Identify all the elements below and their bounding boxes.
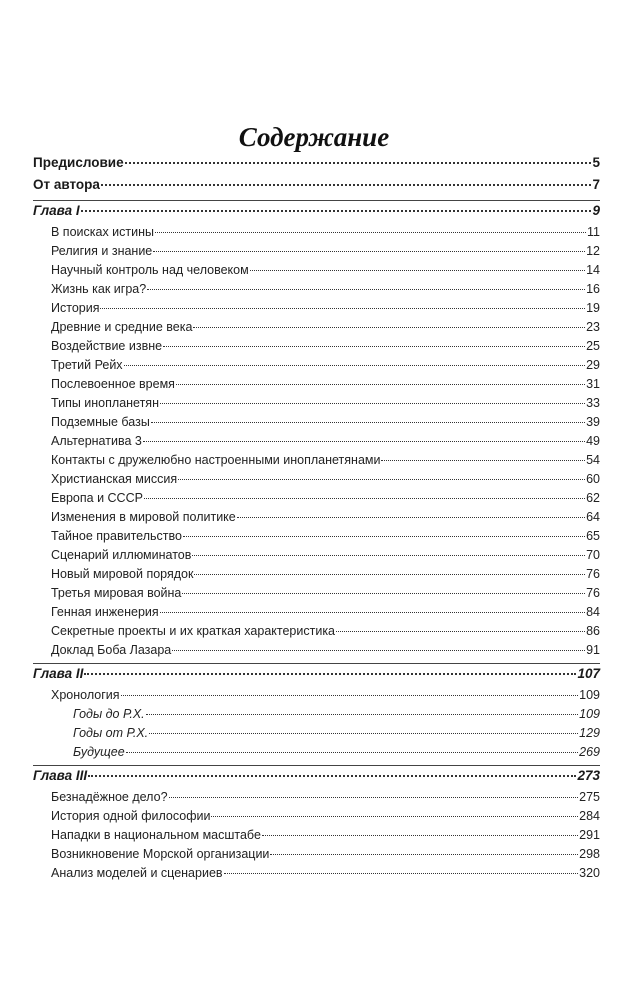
toc-entry-title: Подземные базы: [51, 415, 150, 429]
toc-entry-title: В поисках истины: [51, 225, 155, 239]
toc-entry-title: История одной философии: [51, 809, 211, 823]
toc-entry-page-number: 5: [592, 155, 600, 170]
toc-entry-title: Новый мировой порядок: [51, 567, 194, 581]
dot-leader: [146, 714, 579, 715]
dot-leader: [143, 441, 585, 442]
toc-entry-page-number: 269: [579, 745, 600, 759]
toc-entry: [33, 548, 600, 567]
toc-entry-page-number: 109: [579, 707, 600, 721]
toc-entry-page-number: 25: [586, 339, 600, 353]
toc-entry: [33, 828, 600, 847]
dot-leader: [84, 673, 576, 675]
toc-entry-page-number: 86: [586, 624, 600, 638]
dot-leader: [126, 752, 578, 753]
dot-leader: [151, 422, 585, 423]
toc-entry-title: Секретные проекты и их краткая характеристика: [51, 624, 336, 638]
toc-entry-page-number: 284: [579, 809, 600, 823]
dot-leader: [88, 775, 576, 777]
toc-entry-title: Предисловие: [33, 155, 124, 170]
toc-main-entry: [33, 155, 600, 177]
toc-entry: [33, 263, 600, 282]
toc-entry-title: Послевоенное время: [51, 377, 175, 391]
dot-leader: [160, 403, 585, 404]
toc-entry-page-number: 9: [592, 203, 600, 218]
toc-main-entry: [33, 177, 600, 199]
toc-entry-title: Контакты с дружелюбно настроенными инопланетянами: [51, 453, 381, 467]
chapter-divider: [33, 765, 600, 766]
toc-entry-title: Древние и средние века: [51, 320, 193, 334]
toc-entry-title: Альтернатива 3: [51, 434, 142, 448]
toc-entry-page-number: 60: [586, 472, 600, 486]
toc-entry-page-number: 29: [586, 358, 600, 372]
toc-entry-page-number: 107: [577, 666, 600, 681]
toc-entry-page-number: 14: [586, 263, 600, 277]
toc-entry-title: Третья мировая война: [51, 586, 182, 600]
toc-entry-title: Глава II: [33, 666, 84, 681]
toc-entry: [33, 301, 600, 320]
toc-entry-page-number: 298: [579, 847, 600, 861]
toc-entry-title: Хронология: [51, 688, 120, 702]
toc-entry-title: Третий Рейх: [51, 358, 123, 372]
toc-entry-title: Тайное правительство: [51, 529, 182, 543]
dot-leader: [100, 308, 585, 309]
toc-entry: [33, 339, 600, 358]
toc-entry: [33, 726, 600, 745]
toc-chapter-entry: [33, 666, 600, 688]
toc-entry: [33, 377, 600, 396]
toc-entry-page-number: 70: [586, 548, 600, 562]
toc-entry-page-number: 64: [586, 510, 600, 524]
toc-entry-title: Безнадёжное дело?: [51, 790, 168, 804]
toc-entry-page-number: 84: [586, 605, 600, 619]
toc-entry: [33, 847, 600, 866]
toc-entry: [33, 320, 600, 339]
toc-entry-page-number: 275: [579, 790, 600, 804]
toc-entry-title: История: [51, 301, 100, 315]
dot-leader: [147, 289, 585, 290]
toc-entry: [33, 624, 600, 643]
dot-leader: [183, 536, 585, 537]
toc-entry-page-number: 291: [579, 828, 600, 842]
toc-entry-page-number: 76: [586, 586, 600, 600]
dot-leader: [336, 631, 585, 632]
toc-entry: [33, 529, 600, 548]
toc-entry-title: От автора: [33, 177, 100, 192]
toc-entry-page-number: 12: [586, 244, 600, 258]
toc-entry: [33, 225, 600, 244]
dot-leader: [176, 384, 585, 385]
toc-entry-page-number: 129: [579, 726, 600, 740]
toc-entry-title: Европа и СССР: [51, 491, 143, 505]
toc-entry: [33, 415, 600, 434]
toc-entry-page-number: 91: [586, 643, 600, 657]
dot-leader: [193, 327, 585, 328]
table-of-contents: [33, 155, 600, 885]
dot-leader: [250, 270, 585, 271]
dot-leader: [144, 498, 585, 499]
toc-entry: [33, 282, 600, 301]
toc-entry-page-number: 16: [586, 282, 600, 296]
dot-leader: [169, 797, 579, 798]
toc-entry: [33, 472, 600, 491]
toc-entry-title: Доклад Боба Лазара: [51, 643, 172, 657]
toc-entry: [33, 790, 600, 809]
dot-leader: [194, 574, 585, 575]
dot-leader: [182, 593, 585, 594]
toc-entry-page-number: 109: [579, 688, 600, 702]
dot-leader: [153, 251, 585, 252]
toc-entry-title: Глава III: [33, 768, 88, 783]
toc-entry-title: Годы до Р.Х.: [73, 707, 145, 721]
toc-entry: [33, 567, 600, 586]
dot-leader: [178, 479, 585, 480]
toc-entry-page-number: 11: [587, 225, 600, 239]
dot-leader: [237, 517, 585, 518]
dot-leader: [270, 854, 578, 855]
toc-entry-page-number: 54: [586, 453, 600, 467]
toc-entry-page-number: 65: [586, 529, 600, 543]
dot-leader: [124, 365, 586, 366]
dot-leader: [381, 460, 585, 461]
dot-leader: [81, 210, 592, 212]
chapter-divider: [33, 663, 600, 664]
toc-entry-title: Анализ моделей и сценариев: [51, 866, 223, 880]
dot-leader: [125, 162, 592, 164]
toc-entry-title: Воздействие извне: [51, 339, 163, 353]
toc-entry: [33, 510, 600, 529]
toc-entry-page-number: 31: [586, 377, 600, 391]
toc-entry-title: Генная инженерия: [51, 605, 159, 619]
toc-entry-page-number: 23: [586, 320, 600, 334]
toc-entry-title: Нападки в национальном масштабе: [51, 828, 261, 842]
toc-entry: [33, 491, 600, 510]
toc-entry-title: Изменения в мировой политике: [51, 510, 236, 524]
toc-entry-title: Возникновение Морской организации: [51, 847, 270, 861]
toc-entry: [33, 396, 600, 415]
toc-entry: [33, 643, 600, 662]
dot-leader: [211, 816, 578, 817]
toc-entry-page-number: 19: [586, 301, 600, 315]
dot-leader: [101, 184, 592, 186]
toc-entry-title: Христианская миссия: [51, 472, 178, 486]
dot-leader: [163, 346, 585, 347]
toc-entry: [33, 434, 600, 453]
toc-entry-title: Религия и знание: [51, 244, 153, 258]
toc-entry-page-number: 7: [592, 177, 600, 192]
toc-entry: [33, 707, 600, 726]
toc-entry-page-number: 33: [586, 396, 600, 410]
toc-entry-page-number: 62: [586, 491, 600, 505]
dot-leader: [172, 650, 585, 651]
toc-chapter-entry: [33, 203, 600, 225]
dot-leader: [224, 873, 579, 874]
toc-entry: [33, 745, 600, 764]
toc-entry-page-number: 76: [586, 567, 600, 581]
toc-entry-page-number: 273: [577, 768, 600, 783]
toc-entry-page-number: 39: [586, 415, 600, 429]
toc-entry: [33, 453, 600, 472]
toc-entry: [33, 244, 600, 263]
dot-leader: [192, 555, 585, 556]
toc-entry-title: Будущее: [73, 745, 125, 759]
toc-entry: [33, 866, 600, 885]
dot-leader: [160, 612, 585, 613]
toc-chapter-entry: [33, 768, 600, 790]
toc-entry-page-number: 49: [586, 434, 600, 448]
dot-leader: [155, 232, 586, 233]
toc-entry-title: Жизнь как игра?: [51, 282, 147, 296]
toc-entry-title: Научный контроль над человеком: [51, 263, 249, 277]
toc-entry-title: Глава I: [33, 203, 80, 218]
page-title: Содержание: [238, 122, 390, 152]
toc-entry-title: Годы от Р.Х.: [73, 726, 149, 740]
toc-entry-title: Типы инопланетян: [51, 396, 159, 410]
dot-leader: [149, 733, 578, 734]
toc-entry-title: Сценарий иллюминатов: [51, 548, 192, 562]
toc-entry: [33, 605, 600, 624]
dot-leader: [121, 695, 579, 696]
toc-entry-page-number: 320: [579, 866, 600, 880]
toc-entry: [33, 358, 600, 377]
toc-entry: [33, 809, 600, 828]
toc-entry: [33, 586, 600, 605]
dot-leader: [262, 835, 578, 836]
chapter-divider: [33, 200, 600, 201]
toc-entry: [33, 688, 600, 707]
